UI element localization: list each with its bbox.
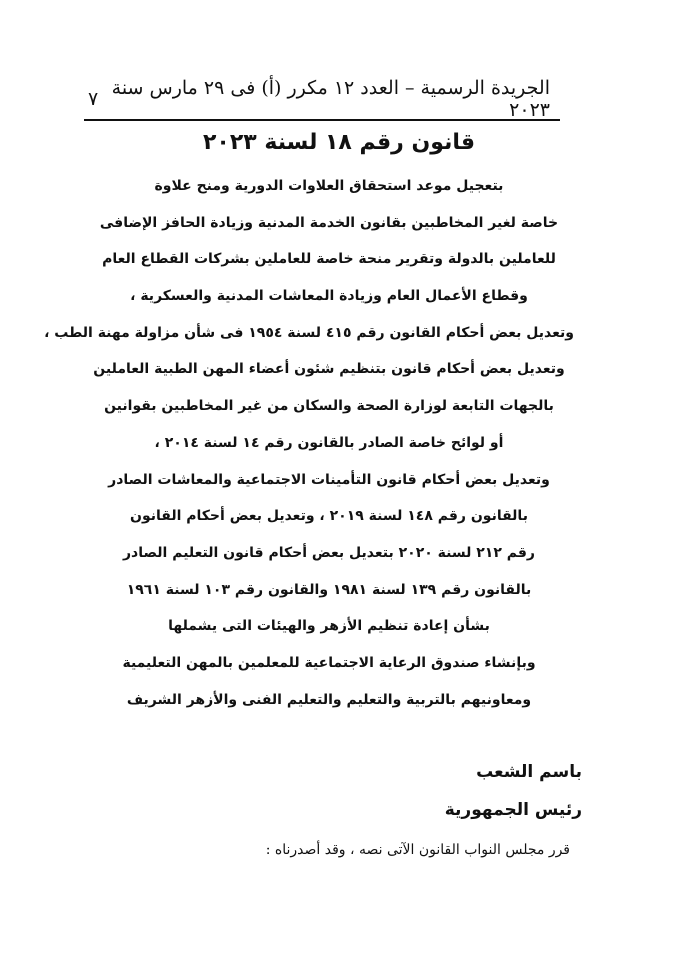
subtitle-line: وقطاع الأعمال العام وزيادة المعاشات المدنية والعسكرية ، xyxy=(130,288,528,305)
header-divider xyxy=(84,119,560,121)
subtitle-line: وتعديل بعض أحكام القانون رقم ٤١٥ لسنة ١٩٥٤ فى شأن مزاولة مهنة الطب ، xyxy=(44,324,574,341)
subtitle-line: بالقانون رقم ١٣٩ لسنة ١٩٨١ والقانون رقم ١٠٣ لسنة ١٩٦١ xyxy=(126,581,532,598)
president-heading: رئيس الجمهورية xyxy=(444,800,582,820)
journal-header-line: الجريدة الرسمية – العدد ١٢ مكرر (أ) فى ٢٩ مارس سنة ٢٠٢٣ xyxy=(111,77,550,121)
subtitle-line: ومعاونيهم بالتربية والتعليم والتعليم الفنى والأزهر الشريف xyxy=(126,691,532,708)
subtitle-line: بالقانون رقم ١٤٨ لسنة ٢٠١٩ ، وتعديل بعض أحكام القانون xyxy=(130,508,528,525)
law-title: قانون رقم ١٨ لسنة ٢٠٢٣ xyxy=(202,130,475,155)
law-subtitle xyxy=(44,168,574,718)
page-header xyxy=(88,77,550,121)
subtitle-line: للعاملين بالدولة وتقرير منحة خاصة للعاملين بشركات القطاع العام xyxy=(102,251,556,268)
in-the-name-of-people-heading: باسم الشعب xyxy=(476,762,582,782)
subtitle-line: رقم ٢١٢ لسنة ٢٠٢٠ بتعديل بعض أحكام قانون التعليم الصادر xyxy=(123,544,535,561)
subtitle-line: بتعجيل موعد استحقاق العلاوات الدورية ومنح علاوة xyxy=(154,178,504,194)
subtitle-line: وبإنشاء صندوق الرعاية الاجتماعية للمعلمين بالمهن التعليمية xyxy=(122,654,536,671)
subtitle-line: بالجهات التابعة لوزارة الصحة والسكان من غير المخاطبين بقوانين xyxy=(104,398,554,415)
subtitle-line: أو لوائح خاصة الصادر بالقانون رقم ١٤ لسنة ٢٠١٤ ، xyxy=(154,434,504,451)
subtitle-line: بشأن إعادة تنظيم الأزهر والهيئات التى يشملها xyxy=(168,618,490,635)
preamble-text: قرر مجلس النواب القانون الآتى نصه ، وقد أصدرناه : xyxy=(265,842,570,858)
subtitle-line: وتعديل بعض أحكام قانون التأمينات الاجتماعية والمعاشات الصادر xyxy=(108,471,550,488)
subtitle-line: وتعديل بعض أحكام قانون بتنظيم شئون أعضاء المهن الطبية العاملين xyxy=(93,361,565,378)
subtitle-line: خاصة لغير المخاطبين بقانون الخدمة المدنية وزيادة الحافز الإضافى xyxy=(99,214,559,231)
page-number: ٧ xyxy=(88,88,99,110)
